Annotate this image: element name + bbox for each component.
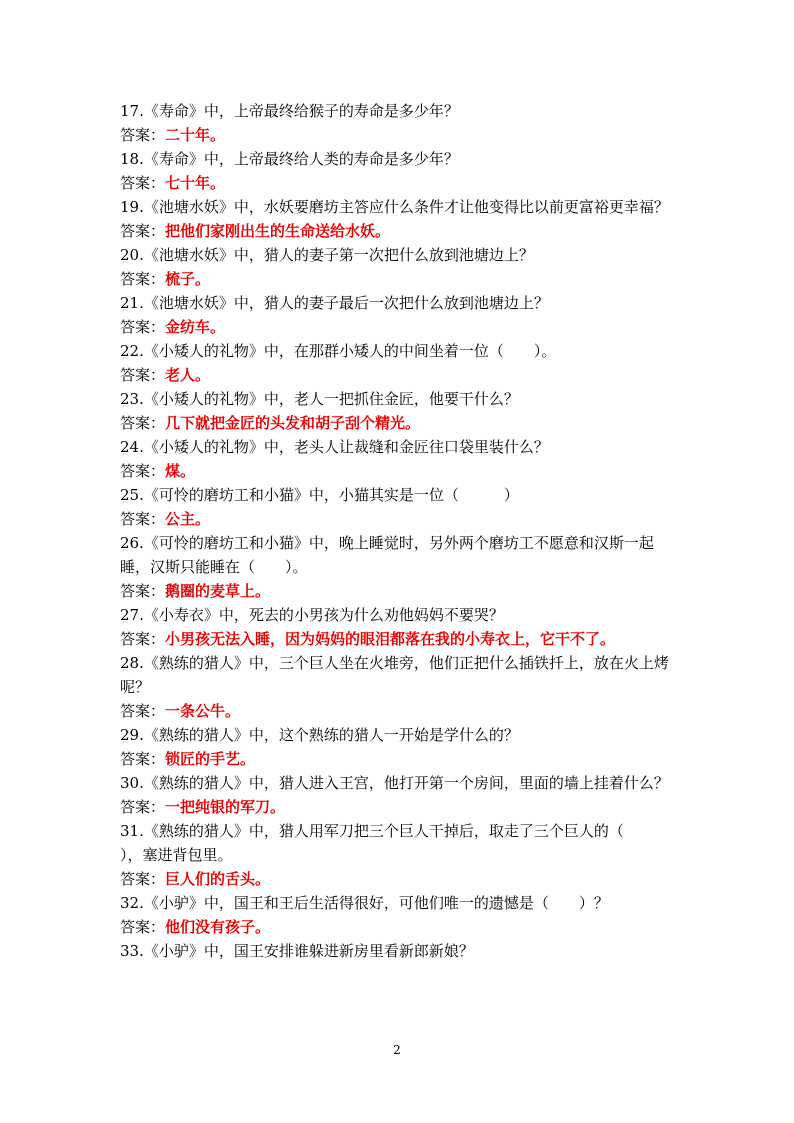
answer-23	[120, 411, 680, 435]
answer-28	[120, 699, 680, 723]
answer-text: 巨人们的舌头。	[165, 870, 271, 888]
question-17: 17.《寿命》中，上帝最终给猴子的寿命是多少年？	[120, 102, 459, 120]
answer-label: 答案：	[120, 222, 166, 240]
question-28: 28.《熟练的猎人》中，三个巨人坐在火堆旁，他们正把什么插铁扦上，放在火上烤呢？	[120, 654, 669, 696]
answer-label: 答案：	[120, 462, 166, 480]
question-19: 19.《池塘水妖》中，水妖要磨坊主答应什么条件才让他变得比以前更富裕更幸福？	[120, 198, 669, 216]
question-24: 24.《小矮人的礼物》中，老头人让裁缝和金匠往口袋里装什么？	[120, 438, 549, 456]
answer-18	[120, 171, 680, 195]
question-26: 26.《可怜的磨坊工和小猫》中，晚上睡觉时，另外两个磨坊工不愿意和汉斯一起睡，汉斯只能睡在（ ）。	[120, 534, 654, 576]
question-22: 22.《小矮人的礼物》中，在那群小矮人的中间坐着一位（ ）。	[120, 342, 557, 360]
answer-31	[120, 867, 680, 891]
question-20: 20.《池塘水妖》中，猎人的妻子第一次把什么放到池塘边上？	[120, 246, 534, 264]
question-18: 18.《寿命》中，上帝最终给人类的寿命是多少年？	[120, 150, 459, 168]
answer-label: 答案：	[120, 798, 166, 816]
answer-label: 答案：	[120, 750, 166, 768]
answer-label: 答案：	[120, 126, 166, 144]
answer-text: 金纺车。	[165, 318, 226, 336]
answer-label: 答案：	[120, 174, 166, 192]
answer-label: 答案：	[120, 414, 166, 432]
answer-text: 把他们家刚出生的生命送给水妖。	[165, 222, 391, 240]
question-33: 33.《小驴》中，国王安排谁躲进新房里看新郎新娘？	[120, 942, 474, 960]
answer-22	[120, 363, 680, 387]
answer-20	[120, 267, 680, 291]
question-21: 21.《池塘水妖》中，猎人的妻子最后一次把什么放到池塘边上？	[120, 294, 549, 312]
answer-label: 答案：	[120, 270, 166, 288]
answer-text: 一把纯银的军刀。	[165, 798, 286, 816]
answer-17	[120, 123, 680, 147]
qa-list	[120, 99, 680, 963]
answer-label: 答案：	[120, 366, 166, 384]
answer-27	[120, 627, 680, 651]
answer-text: 一条公牛。	[165, 702, 241, 720]
question-31: 31.《熟练的猎人》中，猎人用军刀把三个巨人干掉后，取走了三个巨人的（ ），塞进背包里。	[120, 822, 669, 864]
answer-25	[120, 507, 680, 531]
question-32: 32.《小驴》中，国王和王后生活得很好，可他们唯一的遗憾是（ ）？	[120, 894, 609, 912]
answer-label: 答案：	[120, 870, 166, 888]
question-25: 25.《可怜的磨坊工和小猫》中，小猫其实是一位（ ）	[120, 486, 519, 504]
answer-text: 小男孩无法入睡，因为妈妈的眼泪都落在我的小寿衣上，它干不了。	[165, 630, 616, 648]
answer-text: 七十年。	[165, 174, 226, 192]
answer-29	[120, 747, 680, 771]
answer-21	[120, 315, 680, 339]
answer-text: 鹅圈的麦草上。	[165, 582, 271, 600]
answer-label: 答案：	[120, 702, 166, 720]
answer-label: 答案：	[120, 582, 166, 600]
answer-text: 老人。	[165, 366, 211, 384]
answer-label: 答案：	[120, 630, 166, 648]
answer-text: 二十年。	[165, 126, 226, 144]
answer-32	[120, 915, 680, 939]
answer-26	[120, 579, 680, 603]
answer-30	[120, 795, 680, 819]
answer-label: 答案：	[120, 918, 166, 936]
answer-text: 他们没有孩子。	[165, 918, 271, 936]
answer-text: 公主。	[165, 510, 211, 528]
page-number: 2	[393, 1043, 401, 1057]
question-27: 27.《小寿衣》中，死去的小男孩为什么劝他妈妈不要哭？	[120, 606, 504, 624]
question-29: 29.《熟练的猎人》中，这个熟练的猎人一开始是学什么的？	[120, 726, 519, 744]
question-30: 30.《熟练的猎人》中，猎人进入王宫，他打开第一个房间，里面的墙上挂着什么？	[120, 774, 669, 792]
answer-text: 煤。	[165, 462, 196, 480]
question-23: 23.《小矮人的礼物》中，老人一把抓住金匠，他要干什么？	[120, 390, 519, 408]
answer-24	[120, 459, 680, 483]
answer-text: 梳子。	[165, 270, 211, 288]
answer-text: 几下就把金匠的头发和胡子刮个精光。	[165, 414, 421, 432]
answer-text: 锁匠的手艺。	[165, 750, 256, 768]
answer-label: 答案：	[120, 318, 166, 336]
answer-label: 答案：	[120, 510, 166, 528]
answer-19	[120, 219, 680, 243]
